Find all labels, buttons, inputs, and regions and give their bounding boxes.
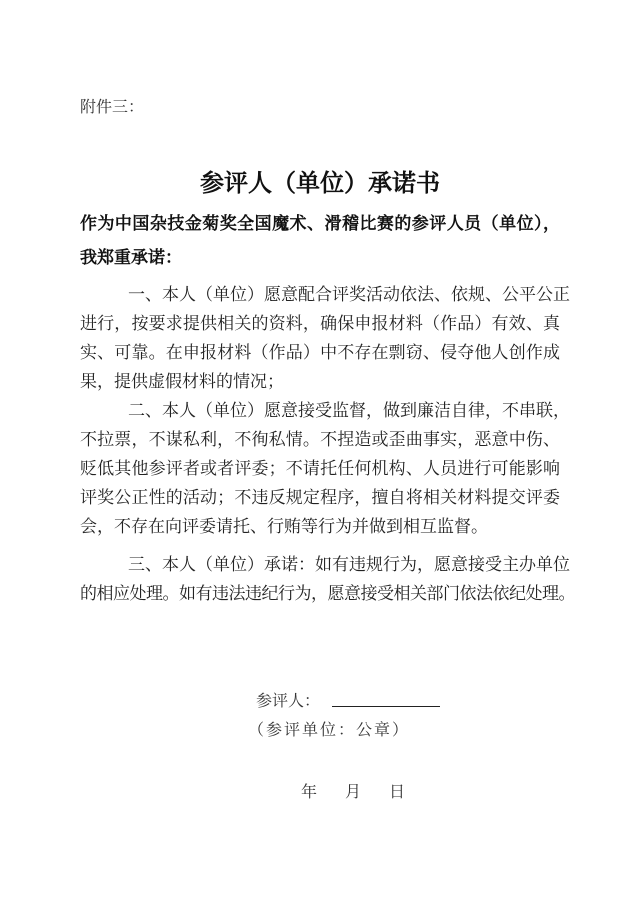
date-year-label: 年 xyxy=(301,782,318,801)
date-day-label: 日 xyxy=(389,782,406,801)
clause-3-line: 三、本人（单位）承诺：如有违规行为，愿意接受主办单位 xyxy=(128,555,570,575)
signature-field[interactable] xyxy=(332,706,440,707)
clause-1-line: 进行，按要求提供相关的资料，确保申报材料（作品）有效、真 xyxy=(80,314,560,334)
date-month-label: 月 xyxy=(345,782,362,801)
attachment-label: 附件三： xyxy=(80,97,145,116)
seal-note: （参评单位：公章） xyxy=(248,720,411,739)
clause-2-line: 贬低其他参评者或者评委；不请托任何机构、人员进行可能影响 xyxy=(80,459,560,479)
clause-1-line: 实、可靠。在申报材料（作品）中不存在剽窃、侵夺他人创作成 xyxy=(80,343,560,363)
clause-1-line: 一、本人（单位）愿意配合评奖活动依法、依规、公平公正 xyxy=(128,285,570,305)
clause-2-line: 会，不存在向评委请托、行贿等行为并做到相互监督。 xyxy=(80,517,488,537)
clause-1-line: 果，提供虚假材料的情况； xyxy=(80,372,284,392)
clause-2-line: 评奖公正性的活动；不违反规定程序，擅自将相关材料提交评委 xyxy=(80,488,560,508)
intro-line: 作为中国杂技金菊奖全国魔术、滑稽比赛的参评人员（单位）， xyxy=(80,214,560,234)
clause-2-line: 二、本人（单位）愿意接受监督，做到廉洁自律，不串联， xyxy=(128,401,570,421)
clause-2-line: 不拉票，不谋私利，不徇私情。不捏造或歪曲事实，恶意中伤、 xyxy=(80,430,560,450)
clause-3-line: 的相应处理。如有违法违纪行为，愿意接受相关部门依法依纪处理。 xyxy=(80,584,575,604)
intro-line: 我郑重承诺： xyxy=(80,248,182,268)
document-title: 参评人（单位）承诺书 xyxy=(200,168,440,197)
signature-label: 参评人： xyxy=(256,691,321,710)
signature-row xyxy=(256,688,440,712)
